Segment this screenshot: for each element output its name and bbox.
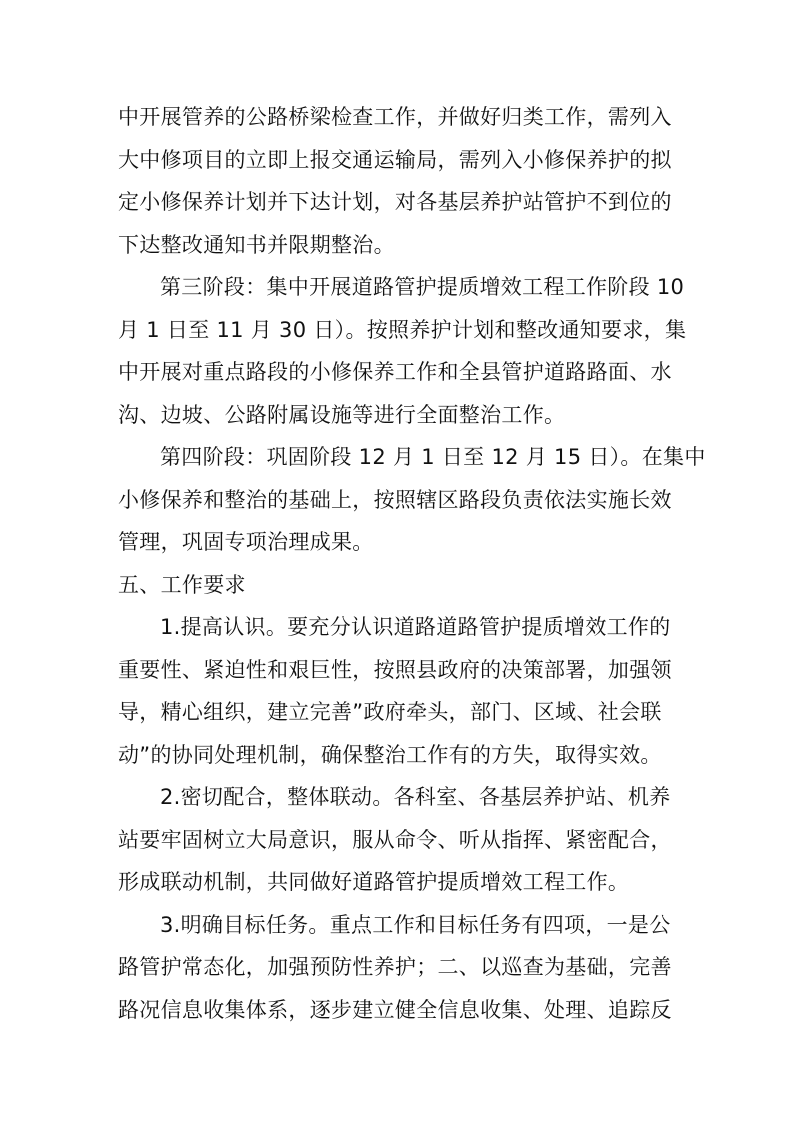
text-line: 路况信息收集体系，逐步建立健全信息收集、处理、追踪反 [118,997,672,1022]
text-line: 动”的协同处理机制，确保整治工作有的方失，取得实效。 [118,742,662,767]
text-line: 重要性、紧迫性和艰巨性，按照县政府的决策部署，加强领 [118,657,672,682]
text-line: 导，精心组织，建立完善”政府牵头，部门、区域、社会联 [118,700,662,724]
paragraph-first-line: 第三阶段：集中开展道路管护提质增效工程工作阶段 10 [160,275,685,299]
text-line: 月 1 日至 11 月 30 日）。按照养护计划和整改通知要求，集 [118,317,687,342]
text-line: 站要牢固树立大局意识，服从命令、听从指挥、紧密配合， [118,827,672,852]
paragraph-first-line: 第四阶段：巩固阶段 12 月 1 日至 12 月 15 日）。在集中 [160,445,706,469]
text-line: 沟、边坡、公路附属设施等进行全面整治工作。 [118,402,566,427]
text-line: 路管护常态化，加强预防性养护；二、以巡查为基础，完善 [118,955,672,979]
text-line: 大中修项目的立即上报交通运输局，需列入小修保养护的拟 [118,147,672,172]
text-line: 下达整改通知书并限期整治。 [118,232,395,257]
text-line: 形成联动机制，共同做好道路管护提质增效工程工作。 [118,870,630,894]
text-line: 小修保养和整治的基础上，按照辖区路段负责依法实施长效 [118,487,672,512]
text-line: 定小修保养计划并下达计划，对各基层养护站管护不到位的 [118,190,672,214]
text-line: 中开展对重点路段的小修保养工作和全县管护道路路面、水 [118,360,672,384]
paragraph-first-line: 2.密切配合，整体联动。各科室、各基层养护站、机养 [160,785,671,809]
text-line: 管理，巩固专项治理成果。 [118,530,374,554]
text-line: 中开展管养的公路桥梁检查工作，并做好归类工作，需列入 [118,105,672,129]
section-heading: 五、工作要求 [118,572,246,597]
paragraph-first-line: 1.提高认识。要充分认识道路道路管护提质增效工作的 [160,615,671,639]
document-body [118,96,706,1031]
paragraph-first-line: 3.明确目标任务。重点工作和目标任务有四项，一是公 [160,912,671,937]
